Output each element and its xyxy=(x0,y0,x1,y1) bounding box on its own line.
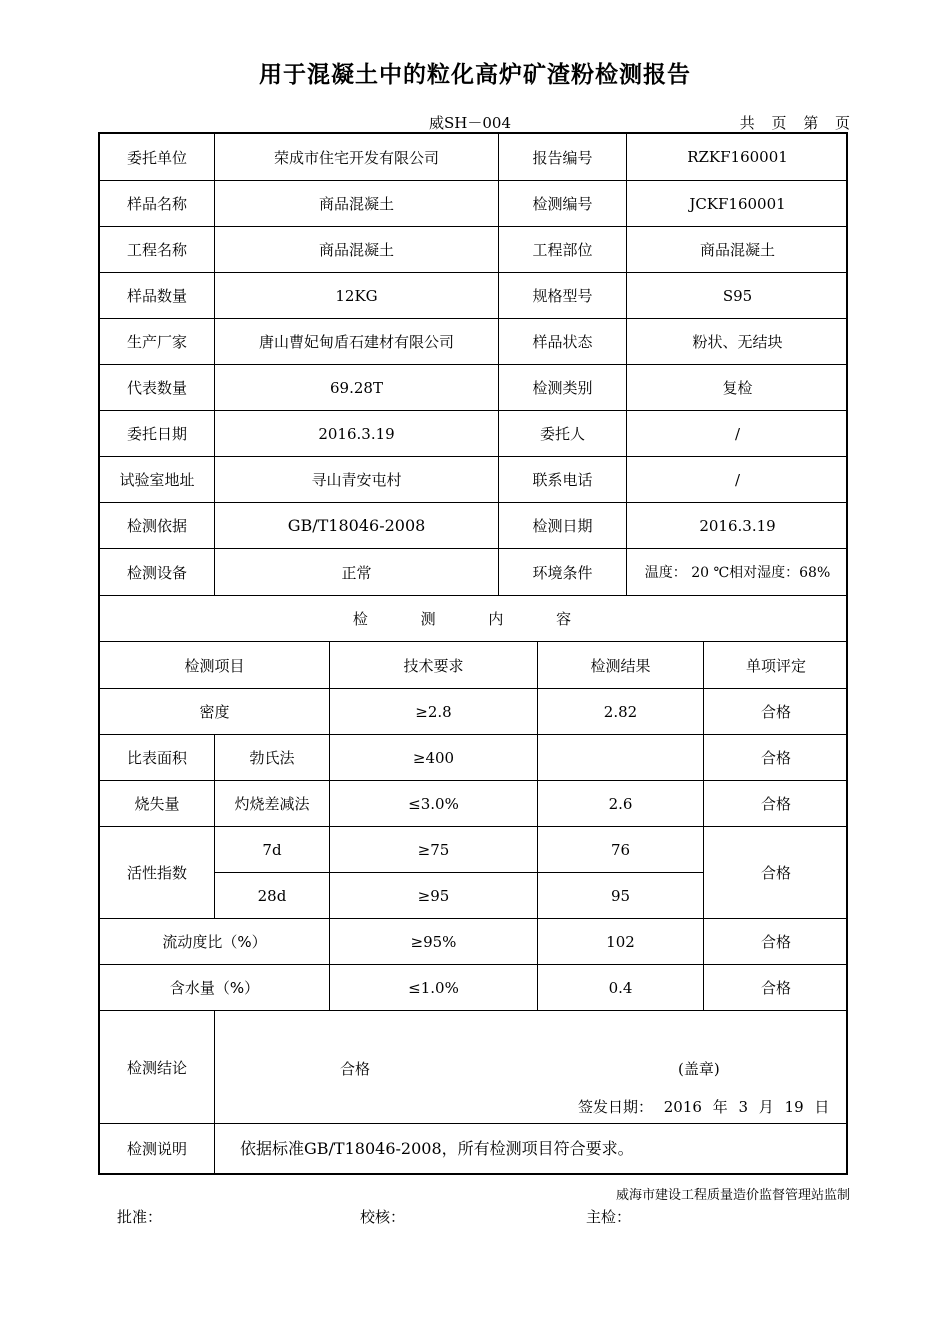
env-label: 环境条件 xyxy=(499,549,627,596)
loss-val: 2.6 xyxy=(538,781,704,827)
surface-judge: 合格 xyxy=(704,735,848,781)
test-no-value: JCKF160001 xyxy=(627,181,848,227)
equipment-label: 检测设备 xyxy=(100,549,215,596)
test-date-label: 检测日期 xyxy=(499,503,627,549)
density-name: 密度 xyxy=(100,689,330,735)
header-requirement: 技术要求 xyxy=(330,642,538,689)
moisture-val: 0.4 xyxy=(538,965,704,1011)
commissioner-value: / xyxy=(627,411,848,457)
sample-state-value: 粉状、无结块 xyxy=(627,319,848,365)
test-no-label: 检测编号 xyxy=(499,181,627,227)
project-part-label: 工程部位 xyxy=(499,227,627,273)
section-title: 检 测 内 容 xyxy=(100,596,848,642)
activity-req-28d: ≥95 xyxy=(330,873,538,919)
footer-issuer: 威海市建设工程质量造价监督管理站监制 xyxy=(615,1188,850,1203)
report-title: 用于混凝土中的粒化高炉矿渣粉检测报告 xyxy=(259,62,691,88)
fluidity-judge: 合格 xyxy=(704,919,848,965)
inspect-label: 主检： xyxy=(586,1208,632,1226)
report-table xyxy=(98,132,848,1175)
note-label: 检测说明 xyxy=(100,1124,215,1173)
conclusion-label: 检测结论 xyxy=(100,1011,215,1124)
surface-method: 勃氏法 xyxy=(215,735,330,781)
fluidity-name: 流动度比（%） xyxy=(100,919,330,965)
surface-req: ≥400 xyxy=(330,735,538,781)
moisture-name: 含水量（%） xyxy=(100,965,330,1011)
spec-value: S95 xyxy=(627,273,848,319)
activity-age-7d: 7d xyxy=(215,827,330,873)
commissioner-label: 委托人 xyxy=(499,411,627,457)
activity-req-7d: ≥75 xyxy=(330,827,538,873)
surface-name: 比表面积 xyxy=(100,735,215,781)
loss-name: 烧失量 xyxy=(100,781,215,827)
client-label: 委托单位 xyxy=(100,134,215,181)
test-date-value: 2016.3.19 xyxy=(627,503,848,549)
note-text: 依据标准GB/T18046-2008，所有检测项目符合要求。 xyxy=(240,1139,634,1158)
manufacturer-label: 生产厂家 xyxy=(100,319,215,365)
surface-val xyxy=(538,735,704,781)
seal-text: (盖章) xyxy=(678,1060,720,1078)
moisture-req: ≤1.0% xyxy=(330,965,538,1011)
fluidity-val: 102 xyxy=(538,919,704,965)
header-result: 检测结果 xyxy=(538,642,704,689)
loss-req: ≤3.0% xyxy=(330,781,538,827)
test-type-label: 检测类别 xyxy=(499,365,627,411)
form-code: 威SH－004 xyxy=(429,114,511,132)
client-value: 荣成市住宅开发有限公司 xyxy=(215,134,499,181)
phone-value: / xyxy=(627,457,848,503)
loss-method: 灼烧差减法 xyxy=(215,781,330,827)
activity-age-28d: 28d xyxy=(215,873,330,919)
manufacturer-value: 唐山曹妃甸盾石建材有限公司 xyxy=(215,319,499,365)
report-no-value: RZKF160001 xyxy=(627,134,848,181)
activity-val-7d: 76 xyxy=(538,827,704,873)
equipment-value: 正常 xyxy=(215,549,499,596)
moisture-judge: 合格 xyxy=(704,965,848,1011)
project-name-value: 商品混凝土 xyxy=(215,227,499,273)
sample-qty-value: 12KG xyxy=(215,273,499,319)
header-judgement: 单项评定 xyxy=(704,642,848,689)
activity-val-28d: 95 xyxy=(538,873,704,919)
basis-value: GB/T18046-2008 xyxy=(215,503,499,549)
review-label: 校核： xyxy=(360,1208,406,1226)
fluidity-req: ≥95% xyxy=(330,919,538,965)
project-name-label: 工程名称 xyxy=(100,227,215,273)
density-judge: 合格 xyxy=(704,689,848,735)
spec-label: 规格型号 xyxy=(499,273,627,319)
rep-qty-value: 69.28T xyxy=(215,365,499,411)
sample-name-value: 商品混凝土 xyxy=(215,181,499,227)
activity-judge: 合格 xyxy=(704,827,848,919)
sample-name-label: 样品名称 xyxy=(100,181,215,227)
project-part-value: 商品混凝土 xyxy=(627,227,848,273)
lab-address-value: 寻山青安屯村 xyxy=(215,457,499,503)
report-no-label: 报告编号 xyxy=(499,134,627,181)
env-value: 温度： 20 ℃相对湿度：68% xyxy=(627,549,848,596)
density-req: ≥2.8 xyxy=(330,689,538,735)
header-item: 检测项目 xyxy=(100,642,330,689)
page-info: 共 页 第 页 xyxy=(739,114,850,132)
phone-label: 联系电话 xyxy=(499,457,627,503)
sample-qty-label: 样品数量 xyxy=(100,273,215,319)
issue-date: 签发日期： 2016 年 3 月 19 日 xyxy=(578,1098,830,1116)
basis-label: 检测依据 xyxy=(100,503,215,549)
activity-name: 活性指数 xyxy=(100,827,215,919)
conclusion-text: 合格 xyxy=(340,1060,371,1078)
test-type-value: 复检 xyxy=(627,365,848,411)
approve-label: 批准： xyxy=(117,1208,163,1226)
lab-address-label: 试验室地址 xyxy=(100,457,215,503)
sample-state-label: 样品状态 xyxy=(499,319,627,365)
density-val: 2.82 xyxy=(538,689,704,735)
commission-date-label: 委托日期 xyxy=(100,411,215,457)
commission-date-value: 2016.3.19 xyxy=(215,411,499,457)
loss-judge: 合格 xyxy=(704,781,848,827)
rep-qty-label: 代表数量 xyxy=(100,365,215,411)
